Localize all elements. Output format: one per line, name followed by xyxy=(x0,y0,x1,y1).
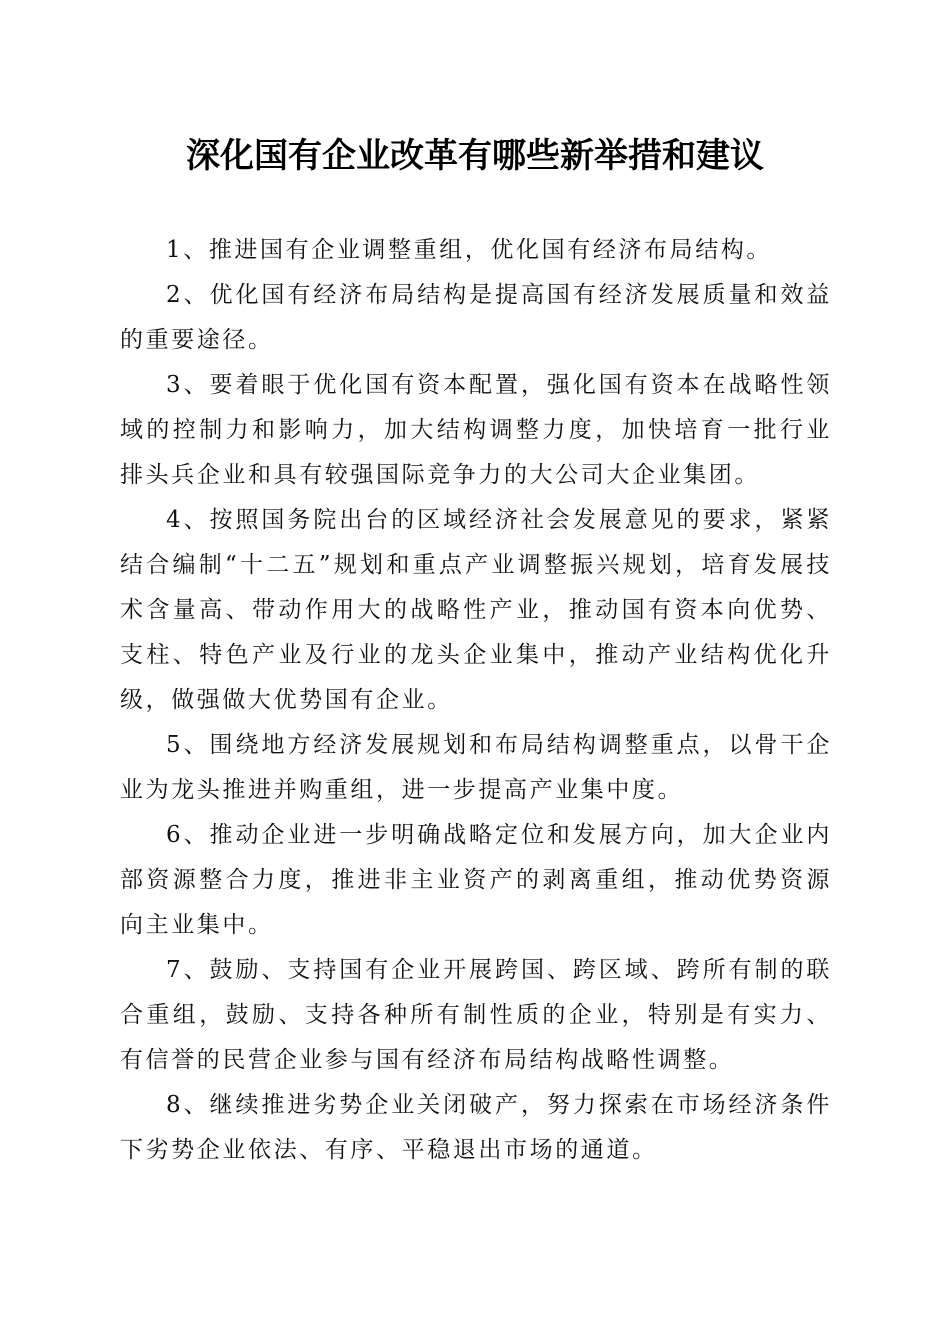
document-body xyxy=(120,228,832,1173)
paragraph-3: 3、要着眼于优化国有资本配置，强化国有资本在战略性领域的控制力和影响力，加大结构调整力度，加快培育一批行业排头兵企业和具有较强国际竞争力的大公司大企业集团。 xyxy=(120,372,832,488)
paragraph-1: 1、推进国有企业调整重组，优化国有经济布局结构。 xyxy=(166,237,773,263)
paragraph-7: 7、鼓励、支持国有企业开展跨国、跨区域、跨所有制的联合重组，鼓励、支持各种所有制性质的企业，特别是有实力、有信誉的民营企业参与国有经济布局结构战略性调整。 xyxy=(120,957,832,1073)
paragraph-2: 2、优化国有经济布局结构是提高国有经济发展质量和效益的重要途径。 xyxy=(120,282,832,353)
paragraph-8: 8、继续推进劣势企业关闭破产，努力探索在市场经济条件下劣势企业依法、有序、平稳退出市场的通道。 xyxy=(120,1092,832,1163)
document-title: 深化国有企业改革有哪些新举措和建议 xyxy=(186,136,764,176)
paragraph-6: 6、推动企业进一步明确战略定位和发展方向，加大企业内部资源整合力度，推进非主业资产的剥离重组，推动优势资源向主业集中。 xyxy=(120,822,832,938)
paragraph-4: 4、按照国务院出台的区域经济社会发展意见的要求，紧紧结合编制“十二五”规划和重点产业调整振兴规划，培育发展技术含量高、带动作用大的战略性产业，推动国有资本向优势、支柱、特色产业及行业的龙头企业集中，推动产业结构优化升级，做强做大优势国有企业。 xyxy=(120,507,832,713)
paragraph-5: 5、围绕地方经济发展规划和布局结构调整重点，以骨干企业为龙头推进并购重组，进一步提高产业集中度。 xyxy=(120,732,832,803)
